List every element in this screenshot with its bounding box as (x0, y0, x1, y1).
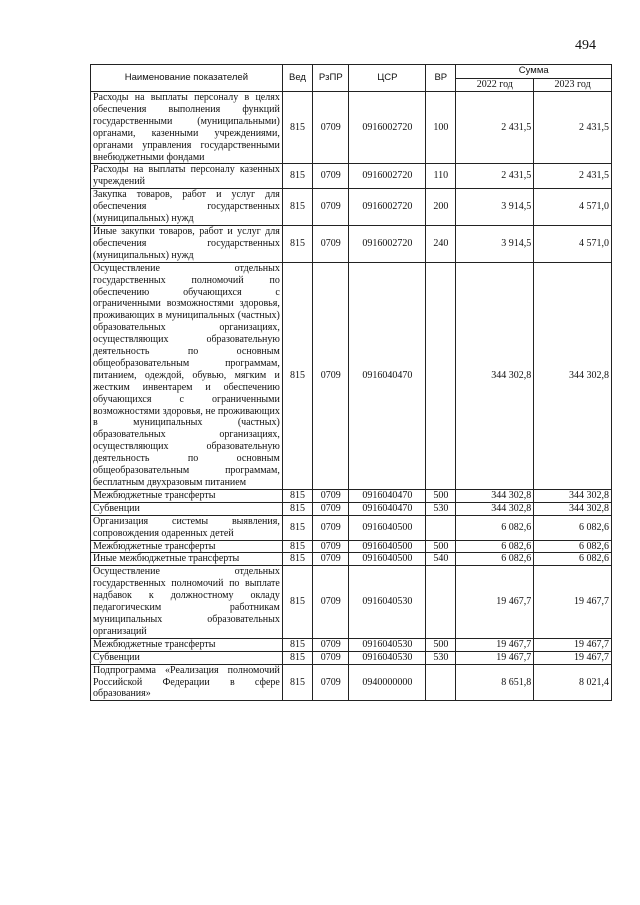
row-rzpr: 0709 (313, 164, 349, 189)
row-rzpr: 0709 (313, 92, 349, 164)
header-name: Наименование показателей (91, 65, 283, 92)
row-vr: 500 (426, 540, 456, 553)
table-row (91, 566, 612, 638)
row-name: Межбюджетные трансферты (91, 638, 283, 651)
row-rzpr: 0709 (313, 638, 349, 651)
row-vr: 240 (426, 225, 456, 262)
row-sum-2023: 19 467,7 (534, 638, 612, 651)
row-ved: 815 (282, 515, 312, 540)
row-sum-2023: 19 467,7 (534, 566, 612, 638)
row-sum-2023: 2 431,5 (534, 164, 612, 189)
row-name: Организация системы выявления, сопровождения одаренных детей (91, 515, 283, 540)
row-sum-2023: 6 082,6 (534, 515, 612, 540)
row-rzpr: 0709 (313, 651, 349, 664)
row-csr: 0916040470 (349, 489, 426, 502)
row-sum-2022: 6 082,6 (456, 540, 534, 553)
row-csr: 0916040470 (349, 262, 426, 489)
table-row (91, 638, 612, 651)
row-ved: 815 (282, 540, 312, 553)
table-row (91, 540, 612, 553)
table-row (91, 262, 612, 489)
table-row (91, 164, 612, 189)
row-vr: 200 (426, 189, 456, 226)
row-sum-2022: 6 082,6 (456, 553, 534, 566)
row-name: Расходы на выплаты персоналу в целях обеспечения выполнения функций государственными (муниципальными) органами, казенными учреждениями, органами управления государственными внебюджетными фондами (91, 92, 283, 164)
row-ved: 815 (282, 664, 312, 701)
row-sum-2022: 8 651,8 (456, 664, 534, 701)
row-ved: 815 (282, 92, 312, 164)
row-sum-2022: 2 431,5 (456, 164, 534, 189)
row-rzpr: 0709 (313, 664, 349, 701)
row-rzpr: 0709 (313, 566, 349, 638)
row-rzpr: 0709 (313, 502, 349, 515)
table-row (91, 92, 612, 164)
row-sum-2023: 2 431,5 (534, 92, 612, 164)
row-rzpr: 0709 (313, 225, 349, 262)
row-name: Осуществление отдельных государственных полномочий по обеспечению обучающихся с ограниченными возможностями здоровья, проживающих в муниципальных (частных) образовательных организациях, осуществляющих образовательную деятельность по основным общеобразовательным программам, питанием, одеждой, обувью, мягким и жестким инвентарем и обеспечению обучающихся с ограниченными возможностями здоровья, не проживающих в муниципальных (частных) образовательных организациях, осуществляющих образовательную деятельность по основным общеобразовательным программам, бесплатным двухразовым питанием (91, 262, 283, 489)
row-sum-2022: 19 467,7 (456, 566, 534, 638)
row-ved: 815 (282, 489, 312, 502)
row-sum-2023: 344 302,8 (534, 489, 612, 502)
row-sum-2023: 344 302,8 (534, 502, 612, 515)
row-sum-2022: 19 467,7 (456, 651, 534, 664)
row-sum-2023: 6 082,6 (534, 540, 612, 553)
row-sum-2023: 4 571,0 (534, 225, 612, 262)
row-ved: 815 (282, 566, 312, 638)
table-row (91, 189, 612, 226)
row-vr: 530 (426, 651, 456, 664)
row-vr (426, 664, 456, 701)
row-name: Иные закупки товаров, работ и услуг для обеспечения государственных (муниципальных) нужд (91, 225, 283, 262)
table-row (91, 489, 612, 502)
row-name: Межбюджетные трансферты (91, 540, 283, 553)
header-vr: ВР (426, 65, 456, 92)
row-sum-2022: 2 431,5 (456, 92, 534, 164)
header-ved: Вед (282, 65, 312, 92)
row-csr: 0916040500 (349, 515, 426, 540)
row-sum-2023: 4 571,0 (534, 189, 612, 226)
header-csr: ЦСР (349, 65, 426, 92)
row-vr: 100 (426, 92, 456, 164)
row-ved: 815 (282, 553, 312, 566)
row-sum-2022: 3 914,5 (456, 189, 534, 226)
row-rzpr: 0709 (313, 489, 349, 502)
row-name: Осуществление отдельных государственных полномочий по выплате надбавок к должностному окладу педагогическим работникам муниципальных образовательных организаций (91, 566, 283, 638)
row-vr (426, 262, 456, 489)
row-rzpr: 0709 (313, 189, 349, 226)
row-ved: 815 (282, 262, 312, 489)
table-row (91, 515, 612, 540)
row-csr: 0916040500 (349, 540, 426, 553)
row-sum-2022: 344 302,8 (456, 262, 534, 489)
row-vr: 530 (426, 502, 456, 515)
row-rzpr: 0709 (313, 262, 349, 489)
row-vr (426, 566, 456, 638)
table-row (91, 225, 612, 262)
row-sum-2023: 19 467,7 (534, 651, 612, 664)
row-rzpr: 0709 (313, 515, 349, 540)
header-sum: Сумма (456, 65, 612, 79)
row-csr: 0916002720 (349, 189, 426, 226)
row-ved: 815 (282, 225, 312, 262)
row-rzpr: 0709 (313, 540, 349, 553)
row-name: Межбюджетные трансферты (91, 489, 283, 502)
row-csr: 0916040530 (349, 651, 426, 664)
row-vr: 540 (426, 553, 456, 566)
row-sum-2022: 19 467,7 (456, 638, 534, 651)
row-vr (426, 515, 456, 540)
row-sum-2022: 6 082,6 (456, 515, 534, 540)
budget-table (90, 64, 612, 701)
row-vr: 500 (426, 489, 456, 502)
row-name: Иные межбюджетные трансферты (91, 553, 283, 566)
table-row (91, 553, 612, 566)
row-sum-2022: 3 914,5 (456, 225, 534, 262)
row-csr: 0916040530 (349, 638, 426, 651)
row-name: Расходы на выплаты персоналу казенных учреждений (91, 164, 283, 189)
page-number: 494 (575, 38, 596, 53)
row-rzpr: 0709 (313, 553, 349, 566)
table-row (91, 502, 612, 515)
row-csr: 0916002720 (349, 225, 426, 262)
row-csr: 0916040500 (349, 553, 426, 566)
row-ved: 815 (282, 189, 312, 226)
row-csr: 0916040470 (349, 502, 426, 515)
row-sum-2023: 6 082,6 (534, 553, 612, 566)
row-name: Подпрограмма «Реализация полномочий Российской Федерации в сфере образования» (91, 664, 283, 701)
table-row (91, 664, 612, 701)
row-ved: 815 (282, 651, 312, 664)
row-ved: 815 (282, 502, 312, 515)
row-csr: 0916040530 (349, 566, 426, 638)
row-sum-2022: 344 302,8 (456, 502, 534, 515)
table-row (91, 651, 612, 664)
header-year-2023: 2023 год (534, 78, 612, 92)
row-name: Закупка товаров, работ и услуг для обеспечения государственных (муниципальных) нужд (91, 189, 283, 226)
row-csr: 0940000000 (349, 664, 426, 701)
row-csr: 0916002720 (349, 164, 426, 189)
row-sum-2023: 8 021,4 (534, 664, 612, 701)
row-vr: 500 (426, 638, 456, 651)
row-vr: 110 (426, 164, 456, 189)
row-name: Субвенции (91, 651, 283, 664)
row-sum-2022: 344 302,8 (456, 489, 534, 502)
row-ved: 815 (282, 164, 312, 189)
row-sum-2023: 344 302,8 (534, 262, 612, 489)
header-year-2022: 2022 год (456, 78, 534, 92)
row-ved: 815 (282, 638, 312, 651)
row-name: Субвенции (91, 502, 283, 515)
row-csr: 0916002720 (349, 92, 426, 164)
header-rzpr: РзПР (313, 65, 349, 92)
